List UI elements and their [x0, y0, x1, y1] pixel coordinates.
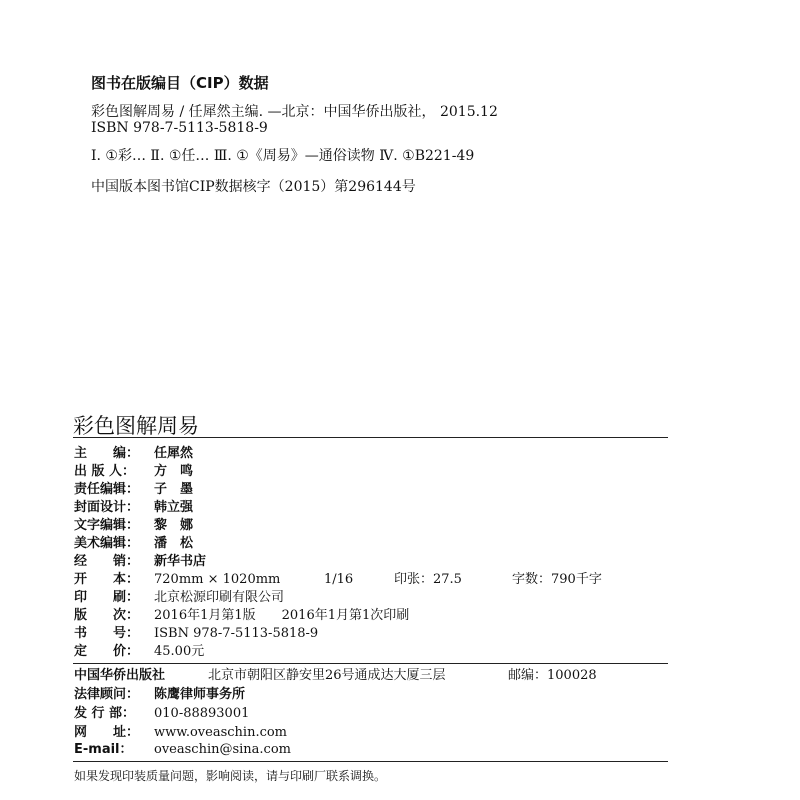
print-label: 版 次：	[74, 608, 140, 623]
contact-row	[74, 724, 287, 742]
print-row	[74, 589, 284, 607]
contact-label: 网 址：	[74, 725, 140, 740]
print-value: 北京松源印刷有限公司	[154, 590, 285, 605]
credit-value: 韩立强	[154, 500, 194, 515]
contact-label: E-mail：	[74, 742, 133, 757]
spec-size: 720mm × 1020mm	[154, 572, 281, 587]
cip-heading: 图书在版编目（CIP）数据	[91, 74, 269, 92]
print-row	[74, 625, 318, 643]
contact-value: 010-88893001	[154, 706, 250, 721]
cip-line-classification: Ⅰ. ①彩… Ⅱ. ①任… Ⅲ. ①《周易》—通俗读物 Ⅳ. ①B221-49	[91, 148, 475, 164]
publisher-row	[74, 667, 597, 685]
credit-label: 经 销：	[74, 554, 140, 569]
price-rule	[73, 663, 668, 664]
credit-label: 文字编辑：	[74, 518, 140, 533]
spec-label: 开 本：	[74, 572, 140, 587]
print-row	[74, 607, 409, 625]
print-label: 书 号：	[74, 626, 140, 641]
print-value: ISBN 978-7-5113-5818-9	[154, 626, 319, 641]
credit-row	[74, 517, 193, 535]
credit-label: 主 编：	[74, 446, 140, 461]
publisher-postcode: 邮编：100028	[508, 668, 597, 683]
credit-value: 新华书店	[154, 554, 207, 569]
contact-rule	[73, 761, 668, 762]
print-label: 定 价：	[74, 644, 140, 659]
contact-row	[74, 741, 291, 759]
publisher-name: 中国华侨出版社	[74, 668, 166, 683]
credit-row	[74, 481, 193, 499]
cip-line-isbn: ISBN 978-7-5113-5818-9	[91, 120, 268, 136]
contact-row	[74, 686, 245, 704]
cip-line-cip-number: 中国版本图书馆CIP数据核字（2015）第296144号	[91, 179, 416, 195]
title-rule	[73, 437, 668, 438]
credit-row	[74, 445, 193, 463]
print-label: 印 刷：	[74, 590, 140, 605]
credit-label: 封面设计：	[74, 500, 140, 515]
book-title: 彩色图解周易	[73, 414, 199, 438]
contact-value: oveaschin@sina.com	[154, 742, 291, 757]
credit-label: 出 版 人：	[74, 464, 136, 479]
contact-value: www.oveaschin.com	[154, 725, 288, 740]
spec-row	[74, 571, 602, 589]
spec-format: 1/16	[324, 572, 354, 587]
credit-row	[74, 463, 193, 481]
credit-value: 方 鸣	[154, 464, 194, 479]
print-value: 45.00元	[154, 644, 205, 659]
credit-label: 责任编辑：	[74, 482, 140, 497]
spec-sheets: 印张：27.5	[394, 572, 462, 587]
credit-value: 任犀然	[154, 446, 194, 461]
contact-label: 法律顾问：	[74, 687, 140, 702]
credit-row	[74, 499, 193, 517]
credit-row	[74, 553, 206, 571]
credit-value: 子 墨	[154, 482, 194, 497]
quality-notice: 如果发现印装质量问题，影响阅读，请与印刷厂联系调换。	[74, 769, 387, 783]
publisher-address: 北京市朝阳区静安里26号通成达大厦三层	[208, 668, 446, 683]
credit-row	[74, 535, 193, 553]
contact-value: 陈鹰律师事务所	[154, 687, 246, 702]
credit-value: 潘 松	[154, 536, 194, 551]
credit-value: 黎 娜	[154, 518, 194, 533]
credit-label: 美术编辑：	[74, 536, 140, 551]
cip-line-title: 彩色图解周易 / 任犀然主编. —北京：中国华侨出版社， 2015.12	[91, 104, 498, 120]
print-row	[74, 643, 204, 661]
contact-label: 发 行 部：	[74, 706, 136, 721]
print-value: 2016年1月第1版 2016年1月第1次印刷	[154, 608, 410, 623]
contact-row	[74, 705, 249, 723]
spec-words: 字数：790千字	[512, 572, 602, 587]
